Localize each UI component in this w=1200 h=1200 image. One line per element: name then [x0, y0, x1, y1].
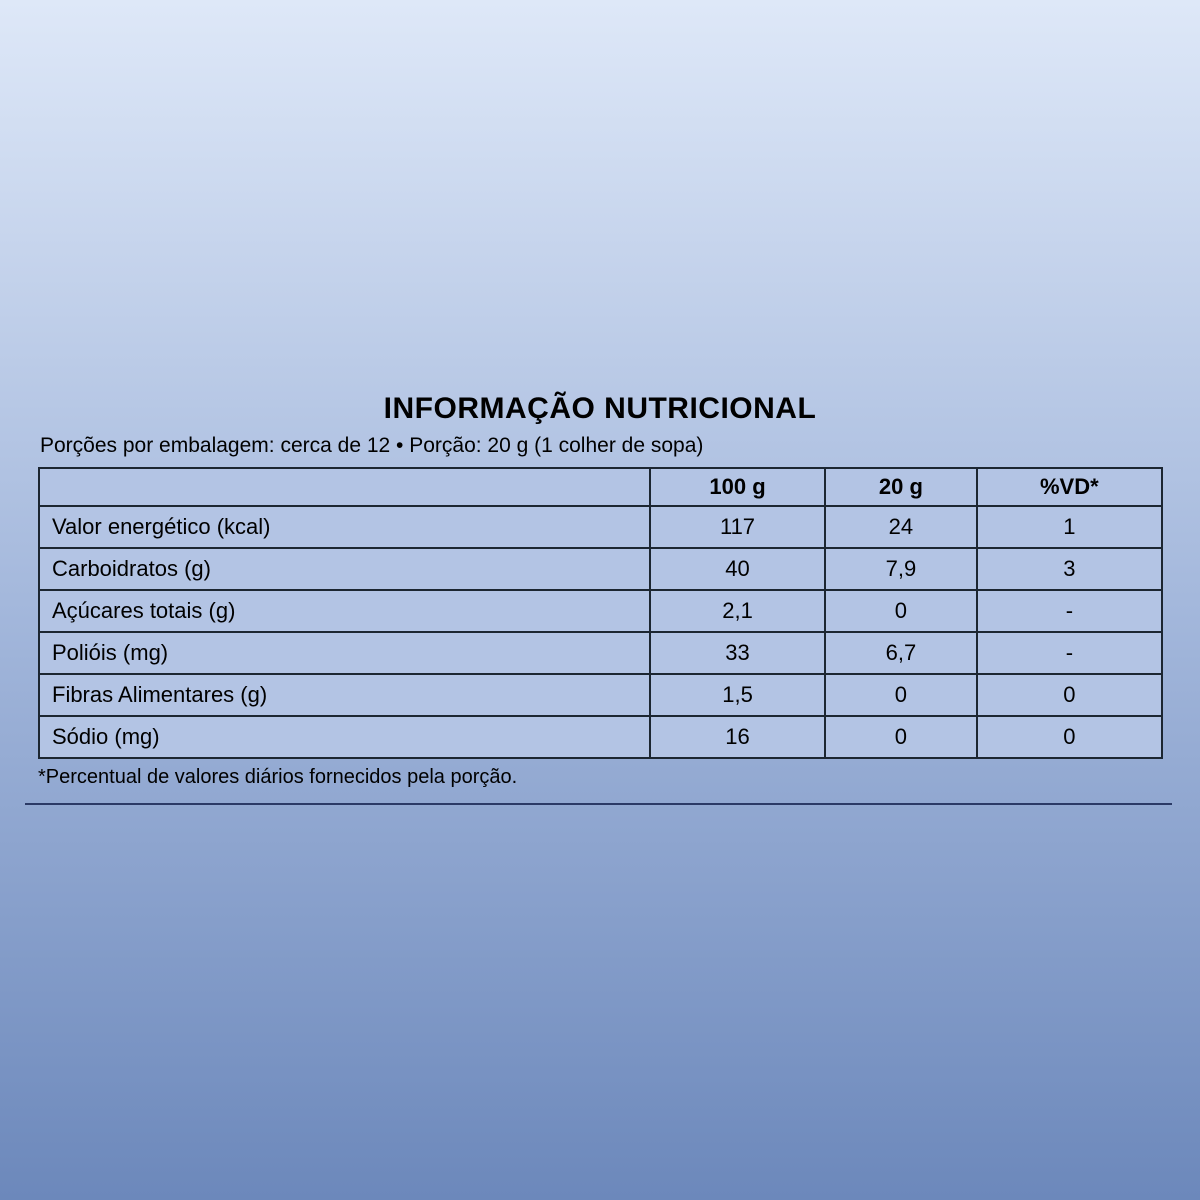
table-row — [39, 590, 1162, 632]
value-percent-vd: - — [977, 632, 1162, 674]
value-per-100g: 1,5 — [650, 674, 825, 716]
table-row — [39, 506, 1162, 548]
nutrient-label: Açúcares totais (g) — [39, 590, 650, 632]
value-per-20g: 6,7 — [825, 632, 977, 674]
value-per-20g: 0 — [825, 674, 977, 716]
page-title: INFORMAÇÃO NUTRICIONAL — [383, 392, 817, 425]
value-percent-vd: 3 — [977, 548, 1162, 590]
value-per-100g: 16 — [650, 716, 825, 758]
column-header-vd: %VD* — [977, 468, 1162, 506]
value-per-20g: 0 — [825, 716, 977, 758]
value-per-100g: 40 — [650, 548, 825, 590]
table-row — [39, 716, 1162, 758]
nutrient-label: Polióis (mg) — [39, 632, 650, 674]
value-per-20g: 7,9 — [825, 548, 977, 590]
table-row — [39, 632, 1162, 674]
value-per-20g: 24 — [825, 506, 977, 548]
nutrient-label: Carboidratos (g) — [39, 548, 650, 590]
value-percent-vd: - — [977, 590, 1162, 632]
nutrition-table-body — [39, 506, 1162, 758]
column-header-20g: 20 g — [825, 468, 977, 506]
column-header-100g: 100 g — [650, 468, 825, 506]
nutrition-table — [38, 467, 1163, 759]
value-per-100g: 2,1 — [650, 590, 825, 632]
value-percent-vd: 0 — [977, 716, 1162, 758]
column-header-empty — [39, 468, 650, 506]
divider-line — [25, 803, 1172, 805]
serving-info: Porções por embalagem: cerca de 12 • Porção: 20 g (1 colher de sopa) — [40, 434, 704, 457]
nutrient-label: Fibras Alimentares (g) — [39, 674, 650, 716]
nutrient-label: Valor energético (kcal) — [39, 506, 650, 548]
table-row — [39, 674, 1162, 716]
value-per-100g: 117 — [650, 506, 825, 548]
value-per-20g: 0 — [825, 590, 977, 632]
value-percent-vd: 1 — [977, 506, 1162, 548]
nutrition-table-header — [39, 468, 1162, 506]
value-percent-vd: 0 — [977, 674, 1162, 716]
value-per-100g: 33 — [650, 632, 825, 674]
nutrient-label: Sódio (mg) — [39, 716, 650, 758]
table-row — [39, 548, 1162, 590]
header-row — [39, 468, 1162, 506]
footnote: *Percentual de valores diários fornecidos pela porção. — [38, 766, 518, 788]
